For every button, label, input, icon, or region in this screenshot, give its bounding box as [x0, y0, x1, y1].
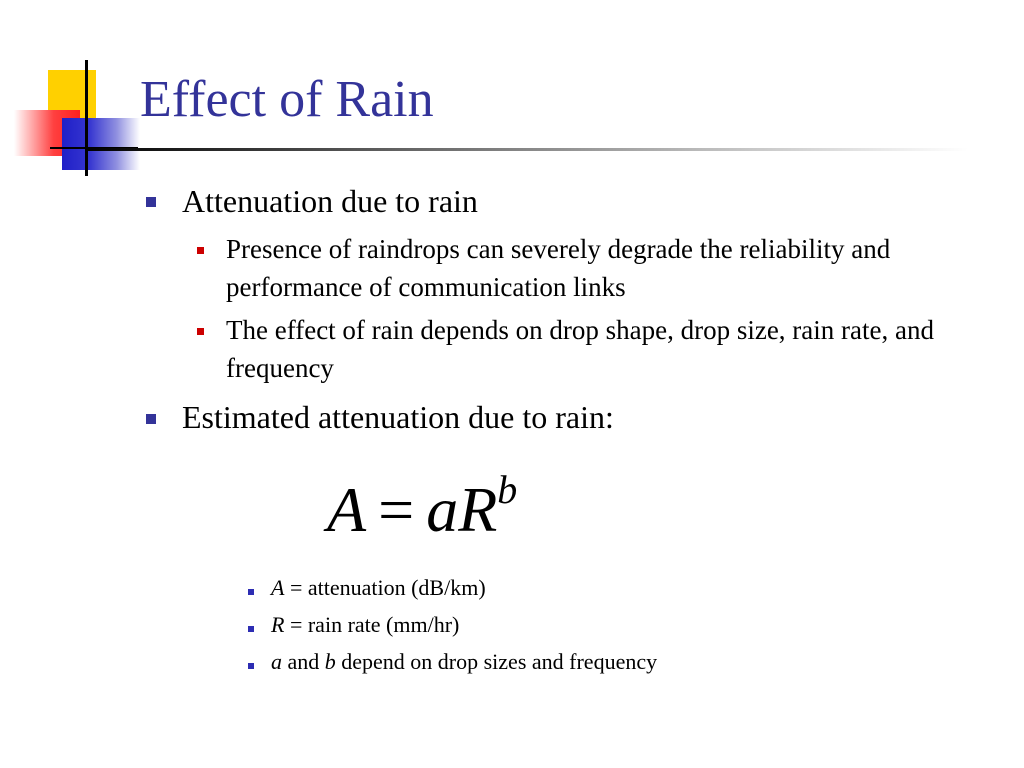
definition-2: [271, 610, 459, 640]
slide-title: Effect of Rain: [140, 71, 434, 128]
sub-bullet-marker-1: [197, 247, 204, 254]
sub-bullet-text-2: The effect of rain depends on drop shape, drop size, rain rate, and frequency: [226, 315, 934, 383]
attenuation-formula: [327, 467, 518, 545]
definition-2-symbol: R: [271, 612, 285, 637]
definition-marker-2: [248, 626, 254, 632]
formula-exponent: b: [497, 467, 518, 512]
bullet-text-1: Attenuation due to rain: [182, 183, 478, 219]
formula-equals: =: [378, 474, 415, 545]
formula-rain-rate: R: [458, 474, 498, 545]
bullet-marker-2: [146, 414, 156, 424]
definition-1-text: = attenuation (dB/km): [284, 575, 486, 600]
formula-coefficient: a: [426, 474, 459, 545]
definition-marker-1: [248, 589, 254, 595]
definition-3: [271, 647, 657, 677]
formula-lhs: A: [327, 474, 367, 545]
decorative-blue-gradient-bar: [62, 118, 140, 170]
sub-bullet-text-1: Presence of raindrops can severely degrade the reliability and performance of communication links: [226, 234, 891, 302]
definition-1-symbol: A: [271, 575, 285, 600]
bullet-text-2: Estimated attenuation due to rain:: [182, 399, 614, 435]
sub-bullet-marker-2: [197, 328, 204, 335]
definition-2-text: = rain rate (mm/hr): [284, 612, 460, 637]
definition-3-symbol-a: a: [271, 649, 282, 674]
decorative-vertical-line: [85, 60, 88, 176]
definition-marker-3: [248, 663, 254, 669]
bullet-marker-1: [146, 197, 156, 207]
definition-3-symbol-b: b: [324, 649, 336, 674]
definition-3-and: and: [282, 649, 325, 674]
title-underline-rule: [88, 148, 968, 151]
definition-1: [271, 573, 486, 603]
definition-3-text: depend on drop sizes and frequency: [335, 649, 658, 674]
